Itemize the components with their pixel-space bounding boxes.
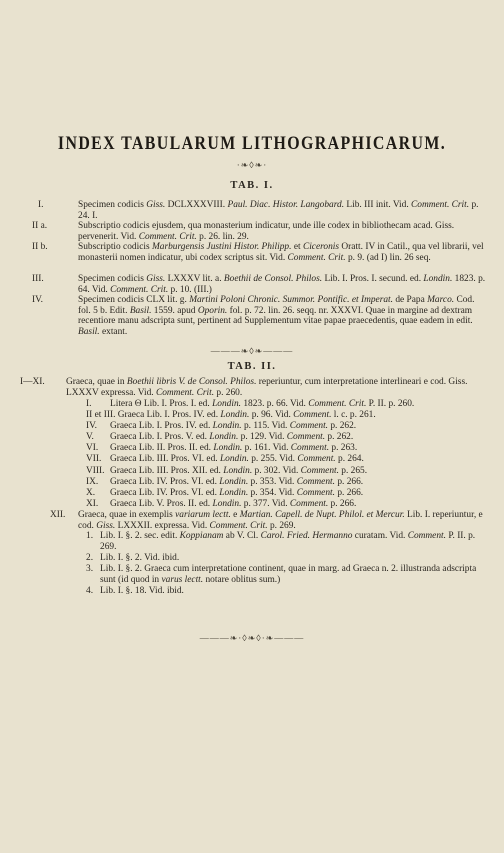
- sub-entry-text: Graeca Lib. III. Pros. XII. ed. Londin. p. 302. Vid. Comment. p. 265.: [110, 466, 368, 476]
- entry-number: IV.: [32, 295, 44, 305]
- sub-entry-text: Lib. I. §. 18. Vid. ibid.: [100, 586, 184, 596]
- sub-entry-text: II et III. Graeca Lib. I. Pros. IV. ed. Londin. p. 96. Vid. Comment. l. c. p. 261.: [86, 410, 376, 420]
- entry-number: I—XI.: [20, 377, 45, 387]
- entry-number: XII.: [50, 510, 66, 520]
- sub-entry-number: VIII.: [86, 466, 105, 476]
- sub-entry-text: Graeca Lib. II. Pros. II. ed. Londin. p. 161. Vid. Comment. p. 263.: [110, 443, 358, 453]
- entry-text: Specimen codicis Giss. DCLXXXVIII. Paul. Diac. Histor. Langobard. Lib. III init. Vid. Comment. Crit. p. 24. I.: [78, 200, 479, 221]
- ornament-divider: ———❧◊❧———: [210, 346, 294, 356]
- sub-entry-number: 4.: [86, 586, 94, 596]
- sub-entry-text: Lib. I. §. 2. sec. edit. Koppianam ab V. Cl. Carol. Fried. Hermanno curatam. Vid. Comment. P. II. p. 269.: [100, 531, 476, 552]
- sub-entry-text: Litera Θ Lib. I. Pros. I. ed. Londin. 1823. p. 66. Vid. Comment. Crit. P. II. p. 260.: [110, 399, 415, 409]
- sub-entry-number: V.: [86, 432, 94, 442]
- page-title: INDEX TABULARUM LITHOGRAPHICARUM.: [57, 134, 447, 154]
- sub-entry-number: I.: [86, 399, 92, 409]
- entry-text: Subscriptio codicis Marburgensis Justini Histor. Philipp. et Ciceronis Oratt. IV in Catil., qua vel librarii, vel monasterii nomen indicatur, ubi codex scriptus sit. Vid. Comment. Crit. p. 9. (ad I) lin. 26 seq.: [78, 242, 484, 263]
- entry-number: I.: [38, 200, 44, 210]
- sub-entry-text: Graeca Lib. I. Pros. IV. ed. Londin. p. 115. Vid. Comment. p. 262.: [110, 421, 357, 431]
- ornament-divider: ———❧·◊❧◊·❧———: [199, 633, 305, 643]
- sub-entry-number: IV.: [86, 421, 98, 431]
- entry-text: Graeca, quae in Boethii libris V. de Consol. Philos. reperiuntur, cum interpretatione interlineari e cod. Giss. LXXXV expressa. Vid. Comment. Crit. p. 260.: [66, 377, 468, 398]
- entry-text: Graeca, quae in exemplis variarum lectt. e Martian. Capell. de Nupt. Philol. et Mercur. Lib. I. reperiuntur, e cod. Giss. LXXXII. expressa. Vid. Comment. Crit. p. 269.: [78, 510, 483, 531]
- entry-text: Specimen codicis Giss. LXXXV lit. a. Boethii de Consol. Philos. Lib. I. Pros. I. secund. ed. Londin. 1823. p. 64. Vid. Comment. Crit. p. 10. (III.): [78, 274, 486, 295]
- entry-number: II b.: [32, 242, 48, 252]
- sub-entry-number: 3.: [86, 564, 94, 574]
- sub-entry-text: Lib. I. §. 2. Vid. ibid.: [100, 553, 180, 563]
- section-heading-tab-1: TAB. I.: [230, 180, 274, 191]
- sub-entry-number: 1.: [86, 531, 94, 541]
- sub-entry-text: Graeca Lib. IV. Pros. VI. ed. Londin. p. 353. Vid. Comment. p. 266.: [110, 477, 364, 487]
- sub-entry-text: Graeca Lib. I. Pros. V. ed. Londin. p. 129. Vid. Comment. p. 262.: [110, 432, 354, 442]
- sub-entry-text: Graeca Lib. IV. Pros. VI. ed. Londin. p. 354. Vid. Comment. p. 266.: [110, 488, 364, 498]
- ornament-divider: ·❧◊❧·: [236, 160, 268, 170]
- section-heading-tab-2: TAB. II.: [227, 361, 277, 372]
- sub-entry-number: IX.: [86, 477, 99, 487]
- sub-entry-text: Graeca Lib. III. Pros. VI. ed. Londin. p. 255. Vid. Comment. p. 264.: [110, 454, 364, 464]
- sub-entry-text: Lib. I. §. 2. Graeca cum interpretatione continent, quae in marg. ad Graeca n. 2. illustranda adscripta sunt (id quod in varus lectt. notare oblitus sum.): [100, 564, 477, 585]
- sub-entry-number: VI.: [86, 443, 99, 453]
- sub-entry-number: VII.: [86, 454, 102, 464]
- sub-entry-text: Graeca Lib. V. Pros. II. ed. Londin. p. 377. Vid. Comment. p. 266.: [110, 499, 357, 509]
- entry-text: Specimen codicis CLX lit. g. Martini Poloni Chronic. Summor. Pontific. et Imperat. de Papa Marco. Cod. fol. 5 b. Edit. Basil. 1559. apud Oporin. fol. p. 72. lin. 26. seqq. nr. XXXVI. Quae in margine ad dextram recentiore manu adscripta sunt, pertinent ad Supplementum vitae papae praecedentis, quae eadem in edit. Basil. extant.: [78, 295, 475, 337]
- sub-entry-number: 2.: [86, 553, 94, 563]
- sub-entry-number: X.: [86, 488, 96, 498]
- entry-text: Subscriptio codicis ejusdem, qua monasterium indicatur, unde ille codex in bibliothecam acad. Giss. pervenerit. Vid. Comment. Crit. p. 26. lin. 29.: [78, 221, 455, 242]
- entry-number: III.: [32, 274, 44, 284]
- sub-entry-number: XI.: [86, 499, 99, 509]
- entry-number: II a.: [32, 221, 48, 231]
